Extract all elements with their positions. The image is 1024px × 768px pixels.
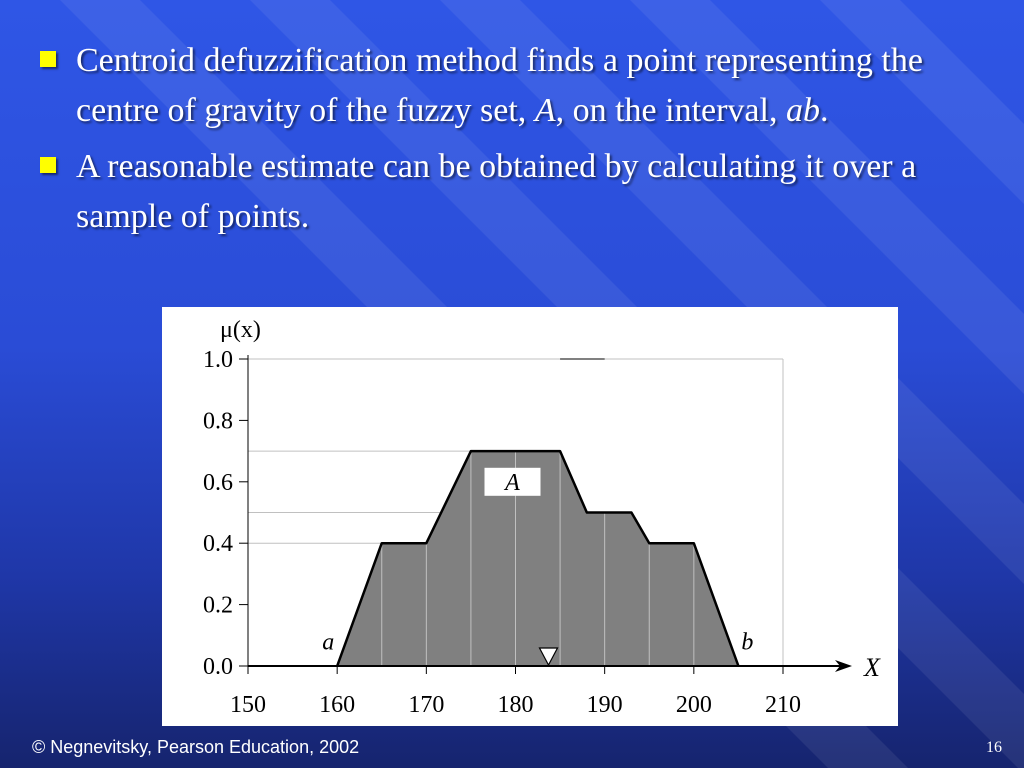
bullet-text: A reasonable estimate can be obtained by calculating it over a sample of points. xyxy=(76,148,917,235)
footer-copyright: © Negnevitsky, Pearson Education, 2002 xyxy=(32,737,360,757)
bullet-square-icon xyxy=(40,157,56,173)
x-tick-label: 150 xyxy=(230,692,266,718)
x-axis-label: X xyxy=(864,653,880,682)
y-tick-label: 0.0 xyxy=(203,654,233,680)
y-axis-label: μ(x) xyxy=(220,317,261,343)
x-tick-label: 210 xyxy=(765,692,801,718)
bullet-text: . xyxy=(819,92,829,129)
x-tick-label: 200 xyxy=(675,692,712,718)
y-tick-label: 0.8 xyxy=(203,408,233,435)
chart-panel xyxy=(162,307,898,726)
x-tick-label: 170 xyxy=(408,692,445,718)
interval-label-b: b xyxy=(741,629,754,656)
x-tick-label: 160 xyxy=(319,692,356,718)
bullet-square-icon xyxy=(40,51,56,67)
bullet-list xyxy=(38,36,978,248)
y-tick-label: 0.4 xyxy=(203,531,233,558)
y-tick-label: 1.0 xyxy=(203,347,233,373)
page-number: 16 xyxy=(986,739,1002,756)
set-label-A: A xyxy=(505,469,520,496)
y-tick-label: 0.2 xyxy=(203,592,233,619)
bullet-text: Centroid defuzzification method finds a point representing the centre of gravity of the fuzzy set, xyxy=(76,42,923,129)
x-tick-label: 190 xyxy=(586,692,623,718)
bullet-text: , on the interval, xyxy=(555,92,786,129)
membership-chart xyxy=(162,307,898,726)
bullet-item xyxy=(38,36,978,136)
y-tick-label: 0.6 xyxy=(203,469,233,496)
x-tick-label: 180 xyxy=(497,692,534,718)
bullet-item xyxy=(38,142,978,242)
bullet-italic-text: A xyxy=(534,92,556,129)
interval-label-a: a xyxy=(322,629,335,656)
bullet-italic-text: ab xyxy=(785,92,820,129)
